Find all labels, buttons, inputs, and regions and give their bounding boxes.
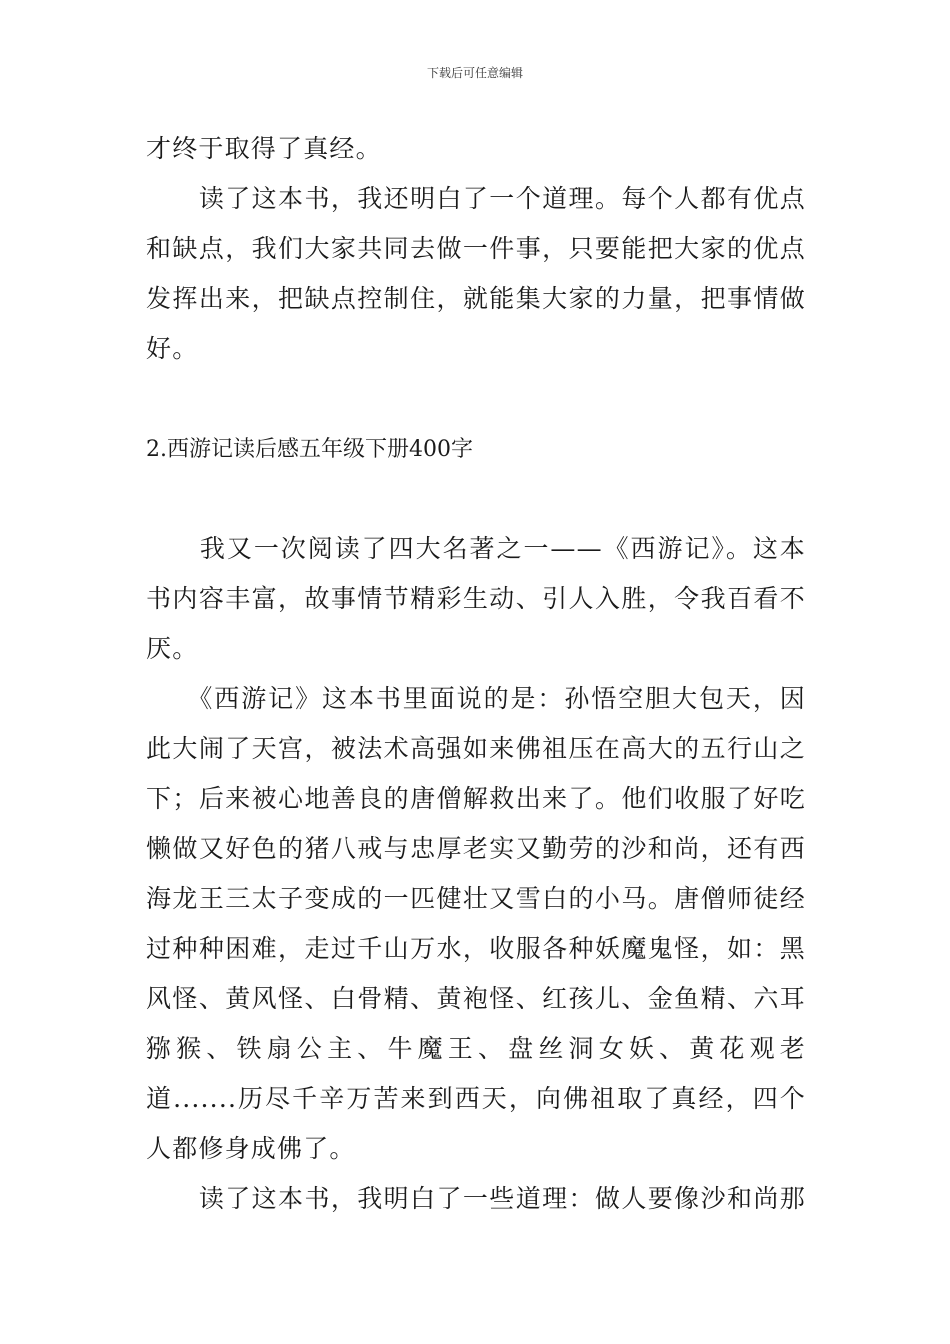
paragraph-line: 过种种困难，走过千山万水，收服各种妖魔鬼怪，如：黑 bbox=[146, 934, 806, 963]
paragraph-line: 书内容丰富，故事情节精彩生动、引人入胜，令我百看不 bbox=[146, 584, 806, 613]
section-heading: 2.西游记读后感五年级下册400字 bbox=[146, 437, 473, 462]
paragraph-line: 好。 bbox=[146, 334, 199, 363]
paragraph-line: 懒做又好色的猪八戒与忠厚老实又勤劳的沙和尚，还有西 bbox=[146, 834, 806, 863]
paragraph-line: 猕猴、铁扇公主、牛魔王、盘丝洞女妖、黄花观老 bbox=[146, 1034, 806, 1063]
paragraph-line: 厌。 bbox=[146, 634, 199, 663]
paragraph-line: 和缺点，我们大家共同去做一件事，只要能把大家的优点 bbox=[146, 234, 806, 263]
paragraph-line: 《西游记》这本书里面说的是：孙悟空胆大包天，因 bbox=[146, 684, 806, 713]
paragraph-line: 我又一次阅读了四大名著之一——《西游记》。这本 bbox=[146, 534, 806, 563]
paragraph-line: 道.......历尽千辛万苦来到西天，向佛祖取了真经，四个 bbox=[146, 1084, 806, 1113]
paragraph-line: 海龙王三太子变成的一匹健壮又雪白的小马。唐僧师徒经 bbox=[146, 884, 806, 913]
page-header-note: 下载后可任意编辑 bbox=[426, 66, 523, 80]
paragraph-line: 才终于取得了真经。 bbox=[146, 134, 382, 163]
paragraph-line: 人都修身成佛了。 bbox=[146, 1134, 356, 1163]
paragraph-line: 下；后来被心地善良的唐僧解救出来了。他们收服了好吃 bbox=[146, 784, 806, 813]
paragraph-line: 此大闹了天宫，被法术高强如来佛祖压在高大的五行山之 bbox=[146, 734, 806, 763]
paragraph-line: 发挥出来，把缺点控制住，就能集大家的力量，把事情做 bbox=[146, 284, 806, 313]
paragraph-line: 读了这本书，我明白了一些道理：做人要像沙和尚那 bbox=[146, 1184, 806, 1213]
paragraph-line: 风怪、黄风怪、白骨精、黄袍怪、红孩儿、金鱼精、六耳 bbox=[146, 984, 806, 1013]
paragraph-line: 读了这本书，我还明白了一个道理。每个人都有优点 bbox=[146, 184, 806, 213]
